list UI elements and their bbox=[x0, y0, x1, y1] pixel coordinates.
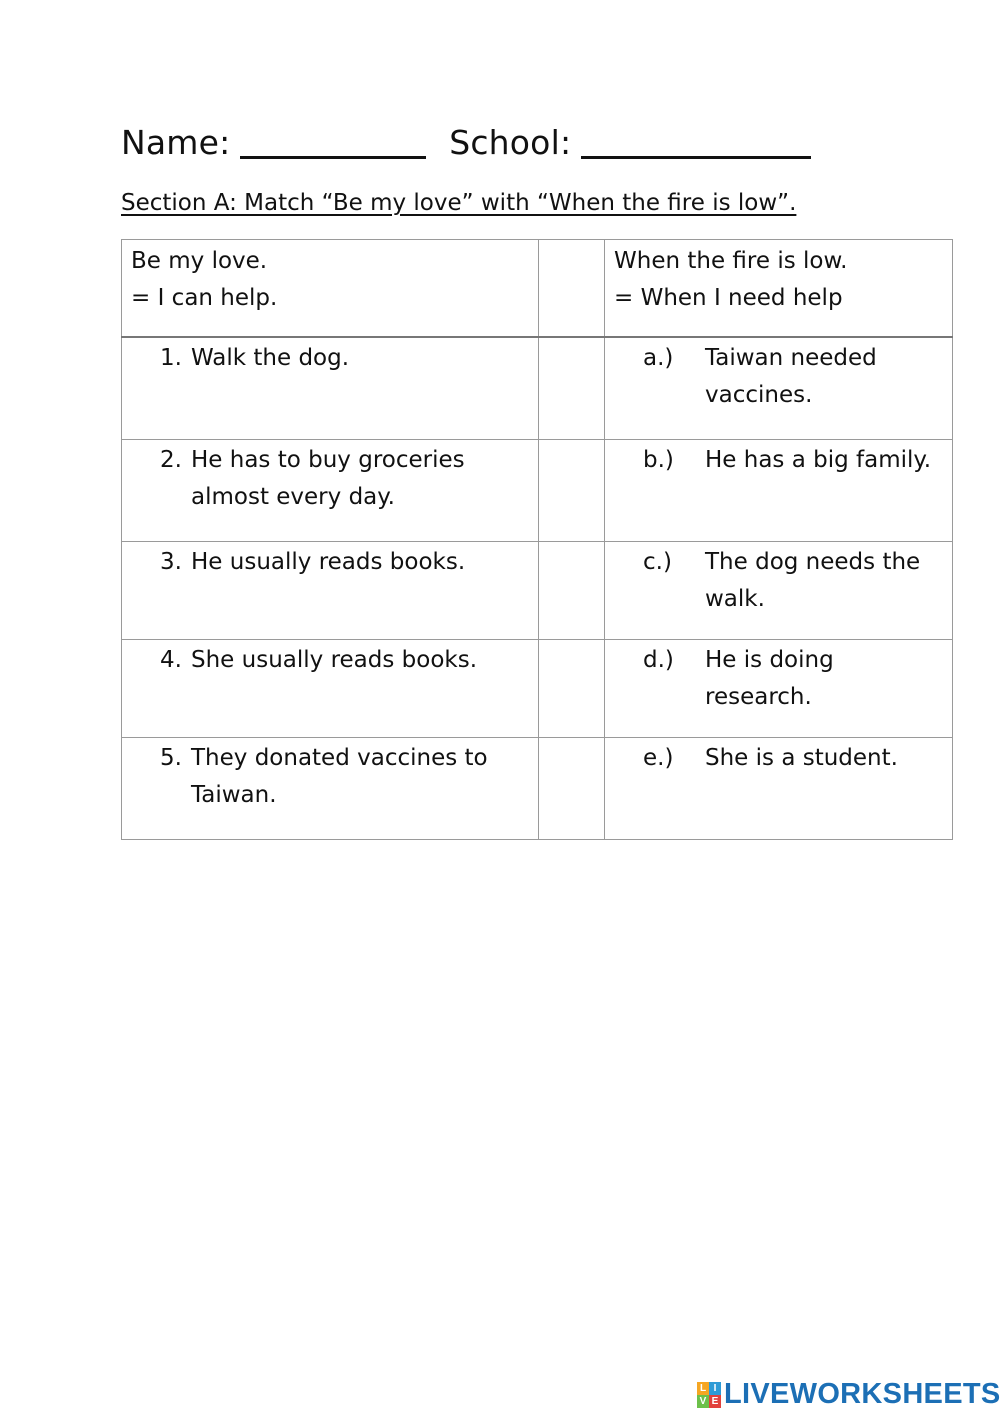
option-cell bbox=[605, 337, 953, 440]
item-text: Walk the dog. bbox=[191, 345, 350, 371]
answer-box[interactable] bbox=[539, 640, 605, 738]
right-header-cell bbox=[605, 240, 953, 338]
item-text: He usually reads books. bbox=[191, 549, 466, 575]
option-label: e.) bbox=[643, 745, 674, 771]
option-cell bbox=[605, 738, 953, 840]
item-number: 1. bbox=[160, 345, 182, 371]
school-blank[interactable] bbox=[581, 122, 811, 159]
item-text: She usually reads books. bbox=[191, 647, 478, 673]
table-row bbox=[122, 738, 953, 840]
option-cell bbox=[605, 640, 953, 738]
option-label: a.) bbox=[643, 345, 674, 371]
item-cell bbox=[122, 542, 539, 640]
answer-box[interactable] bbox=[539, 440, 605, 542]
item-number: 4. bbox=[160, 647, 182, 673]
option-label: b.) bbox=[643, 447, 674, 473]
answer-box[interactable] bbox=[539, 738, 605, 840]
school-label: School: bbox=[449, 123, 572, 162]
item-text: They donated vaccines to Taiwan. bbox=[191, 745, 488, 808]
name-blank[interactable] bbox=[240, 122, 426, 159]
item-text: He has to buy groceries almost every day. bbox=[191, 447, 465, 510]
item-number: 2. bbox=[160, 447, 182, 473]
item-cell bbox=[122, 440, 539, 542]
option-cell bbox=[605, 542, 953, 640]
item-cell bbox=[122, 738, 539, 840]
answer-header-cell bbox=[539, 240, 605, 338]
table-row bbox=[122, 337, 953, 440]
logo-mark-icon: L I V E bbox=[697, 1382, 721, 1408]
option-cell bbox=[605, 440, 953, 542]
left-header-title: Be my love. bbox=[131, 248, 268, 274]
header-line bbox=[121, 122, 811, 162]
left-header-cell bbox=[122, 240, 539, 338]
option-text: He has a big family. bbox=[705, 447, 932, 473]
item-cell bbox=[122, 337, 539, 440]
option-text: The dog needs the walk. bbox=[705, 549, 921, 612]
liveworksheets-logo bbox=[697, 1378, 1000, 1411]
table-row bbox=[122, 440, 953, 542]
right-header-title: When the fire is low. bbox=[614, 248, 848, 274]
table-row bbox=[122, 640, 953, 738]
option-label: d.) bbox=[643, 647, 674, 673]
right-header-subtitle: = When I need help bbox=[614, 285, 843, 311]
option-label: c.) bbox=[643, 549, 672, 575]
item-number: 5. bbox=[160, 745, 182, 771]
item-number: 3. bbox=[160, 549, 182, 575]
table-header-row bbox=[122, 240, 953, 338]
answer-box[interactable] bbox=[539, 337, 605, 440]
matching-table bbox=[121, 239, 953, 840]
option-text: She is a student. bbox=[705, 745, 898, 771]
option-text: Taiwan needed vaccines. bbox=[705, 345, 877, 408]
table-row bbox=[122, 542, 953, 640]
left-header-subtitle: = I can help. bbox=[131, 285, 278, 311]
item-cell bbox=[122, 640, 539, 738]
name-label: Name: bbox=[121, 123, 231, 162]
answer-box[interactable] bbox=[539, 542, 605, 640]
logo-text: LIVEWORKSHEETS bbox=[724, 1378, 1000, 1410]
section-title: Section A: Match “Be my love” with “When the fire is low”. bbox=[121, 190, 797, 216]
option-text: He is doing research. bbox=[705, 647, 834, 710]
